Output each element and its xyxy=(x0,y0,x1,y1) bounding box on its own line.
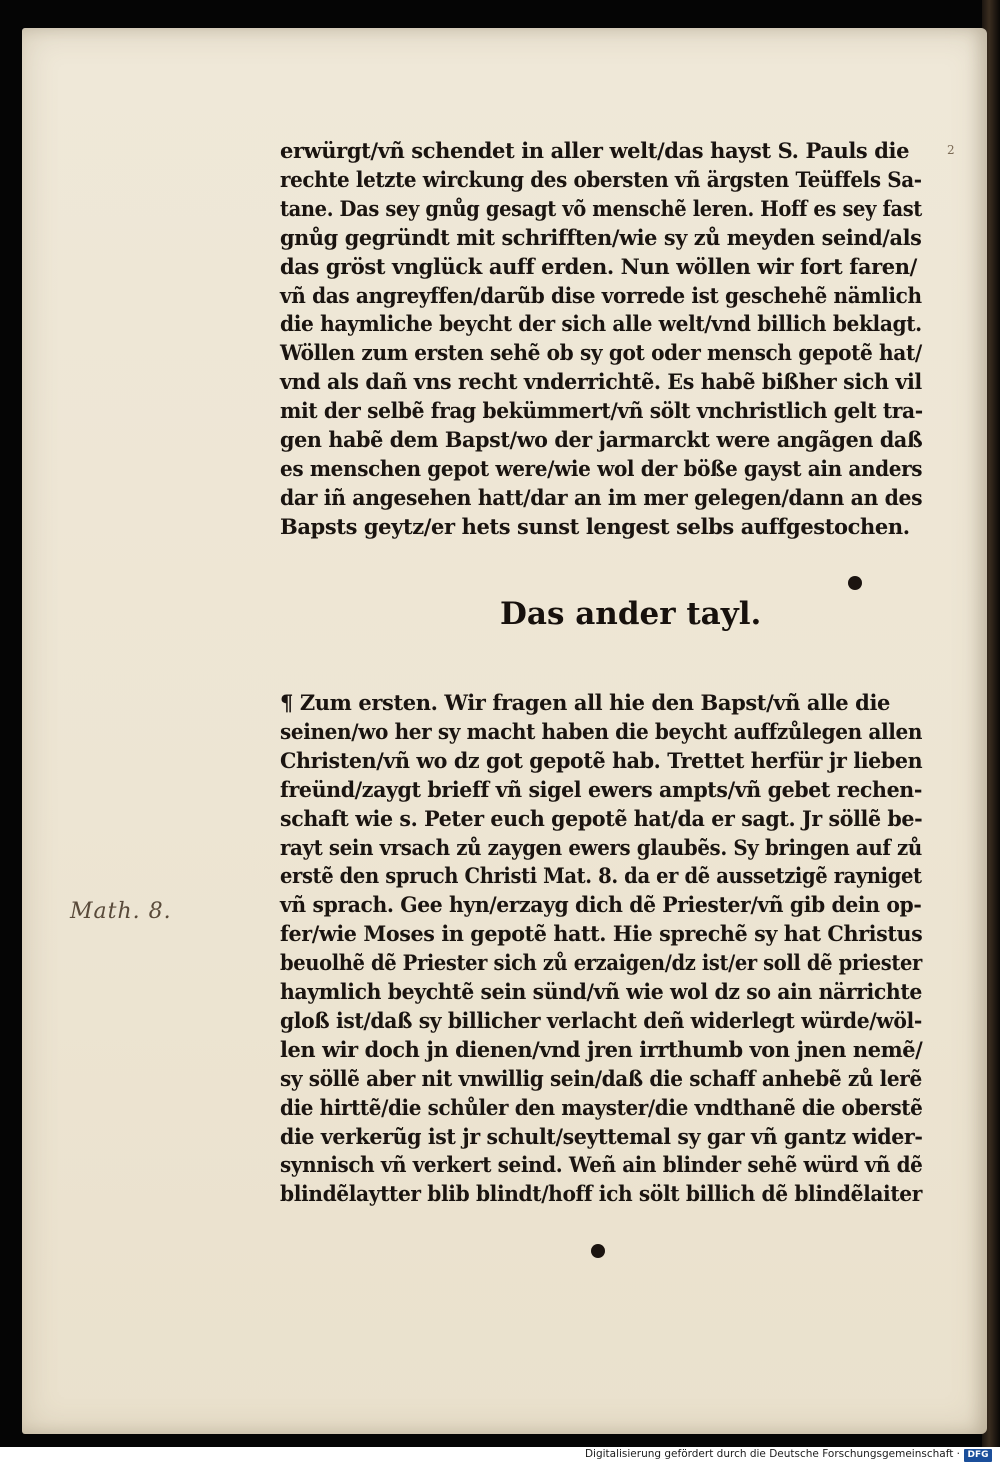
text-line: es menschen gepot were/wie wol der böße gayst ain anders xyxy=(280,455,923,481)
text-line: rechte letzte wirckung des obersten vñ ärgsten Teüffels Sa- xyxy=(280,166,922,192)
page-corner-mark: 2 xyxy=(947,143,955,157)
text-line: rayt sein vrsach zů zaygen ewers glaubẽs. Sy bringen auf zů xyxy=(280,834,922,860)
text-line: erwürgt/vñ schendet in aller welt/das hayst S. Pauls die xyxy=(280,138,910,163)
text-line: synnisch vñ verkert seind. Weñ ain blinder sehẽ würd vñ dẽ xyxy=(280,1152,923,1178)
section-heading: Das ander tayl. xyxy=(500,596,762,632)
text-line: seinen/wo her sy macht haben die beycht auffzůlegen allen xyxy=(280,718,923,744)
text-line: Wöllen zum ersten sehẽ ob sy got oder mensch gepotẽ hat/ xyxy=(280,340,922,366)
text-line: sy söllẽ aber nit vnwillig sein/daß die schaff anhebẽ zů lerẽ xyxy=(280,1065,922,1091)
text-line: das gröst vnglück auff erden. Nun wöllen wir fort faren/ xyxy=(280,253,917,279)
text-line: Bapsts geytz/er hets sunst lengest selbs auffgestochen. xyxy=(280,513,910,539)
text-line: die verkerũg ist jr schult/seyttemal sy gar vñ gantz wider- xyxy=(280,1123,923,1149)
text-line: fer/wie Moses in gepotẽ hatt. Hie sprechẽ sy hat Christus xyxy=(280,921,923,947)
text-line: blindẽlaytter blib blindt/hoff ich sölt billich dẽ blindẽlaiter xyxy=(280,1181,922,1207)
text-line: vnd als dañ vns recht vnderrichtẽ. Es habẽ bißher sich vil xyxy=(280,369,922,395)
text-line: haymlich beychtẽ sein sünd/vñ wie wol dz so ain närrichte xyxy=(280,979,922,1004)
text-line: vñ das angreyffen/darũb dise vorrede ist geschehẽ nämlich xyxy=(280,282,922,308)
text-line: freünd/zaygt brieff vñ sigel ewers ampts/vñ gebet rechen- xyxy=(280,776,922,802)
text-line: schaft wie s. Peter euch gepotẽ hat/da er sagt. Jr söllẽ be- xyxy=(280,805,923,831)
text-line: die haymliche beycht der sich alle welt/vnd billich beklagt. xyxy=(280,311,922,337)
text-line: mit der selbẽ frag bekümmert/vñ sölt vnchristlich gelt tra- xyxy=(280,398,923,424)
ink-dot xyxy=(848,576,862,590)
text-line: beuolhẽ dẽ Priester sich zů erzaigen/dz ist/er soll dẽ priester xyxy=(280,950,922,976)
footer-credit: Digitalisierung gefördert durch die Deutsche Forschungsgemeinschaft · xyxy=(584,1448,960,1460)
text-line: len wir doch jn dienen/vnd jren irrthumb von jnen nemẽ/ xyxy=(280,1036,923,1062)
text-line: erstẽ den spruch Christi Mat. 8. da er dẽ aussetzigẽ rayniget xyxy=(280,863,922,889)
digitization-footer xyxy=(0,1447,1000,1465)
text-line: die hirttẽ/die schůler den mayster/die vndthanẽ die oberstẽ xyxy=(280,1094,923,1120)
text-line: gen habẽ dem Bapst/wo der jarmarckt were angãgen daß xyxy=(280,427,923,452)
text-line: gloß ist/daß sy billicher verlacht deñ widerlegt würde/wöl- xyxy=(280,1007,922,1033)
text-line: Christen/vñ wo dz got gepotẽ hab. Trettet herfür jr lieben xyxy=(280,747,923,773)
dfg-logo: DFG xyxy=(964,1449,992,1462)
text-line: tane. Das sey gnůg gesagt võ menschẽ leren. Hoff es sey fast xyxy=(280,195,922,221)
margin-note: Math. 8. xyxy=(70,899,172,924)
text-line: gnůg gegründt mit schrifften/wie sy zů meyden seind/als xyxy=(280,224,922,250)
page-end-dot xyxy=(591,1244,605,1258)
text-line: vñ sprach. Gee hyn/erzayg dich dẽ Priester/vñ gib dein op- xyxy=(280,892,922,918)
text-line: dar iñ angesehen hatt/dar an im mer gelegen/dann an des xyxy=(280,484,923,510)
text-line: ¶ Zum ersten. Wir fragen all hie den Bapst/vñ alle die xyxy=(280,690,890,715)
